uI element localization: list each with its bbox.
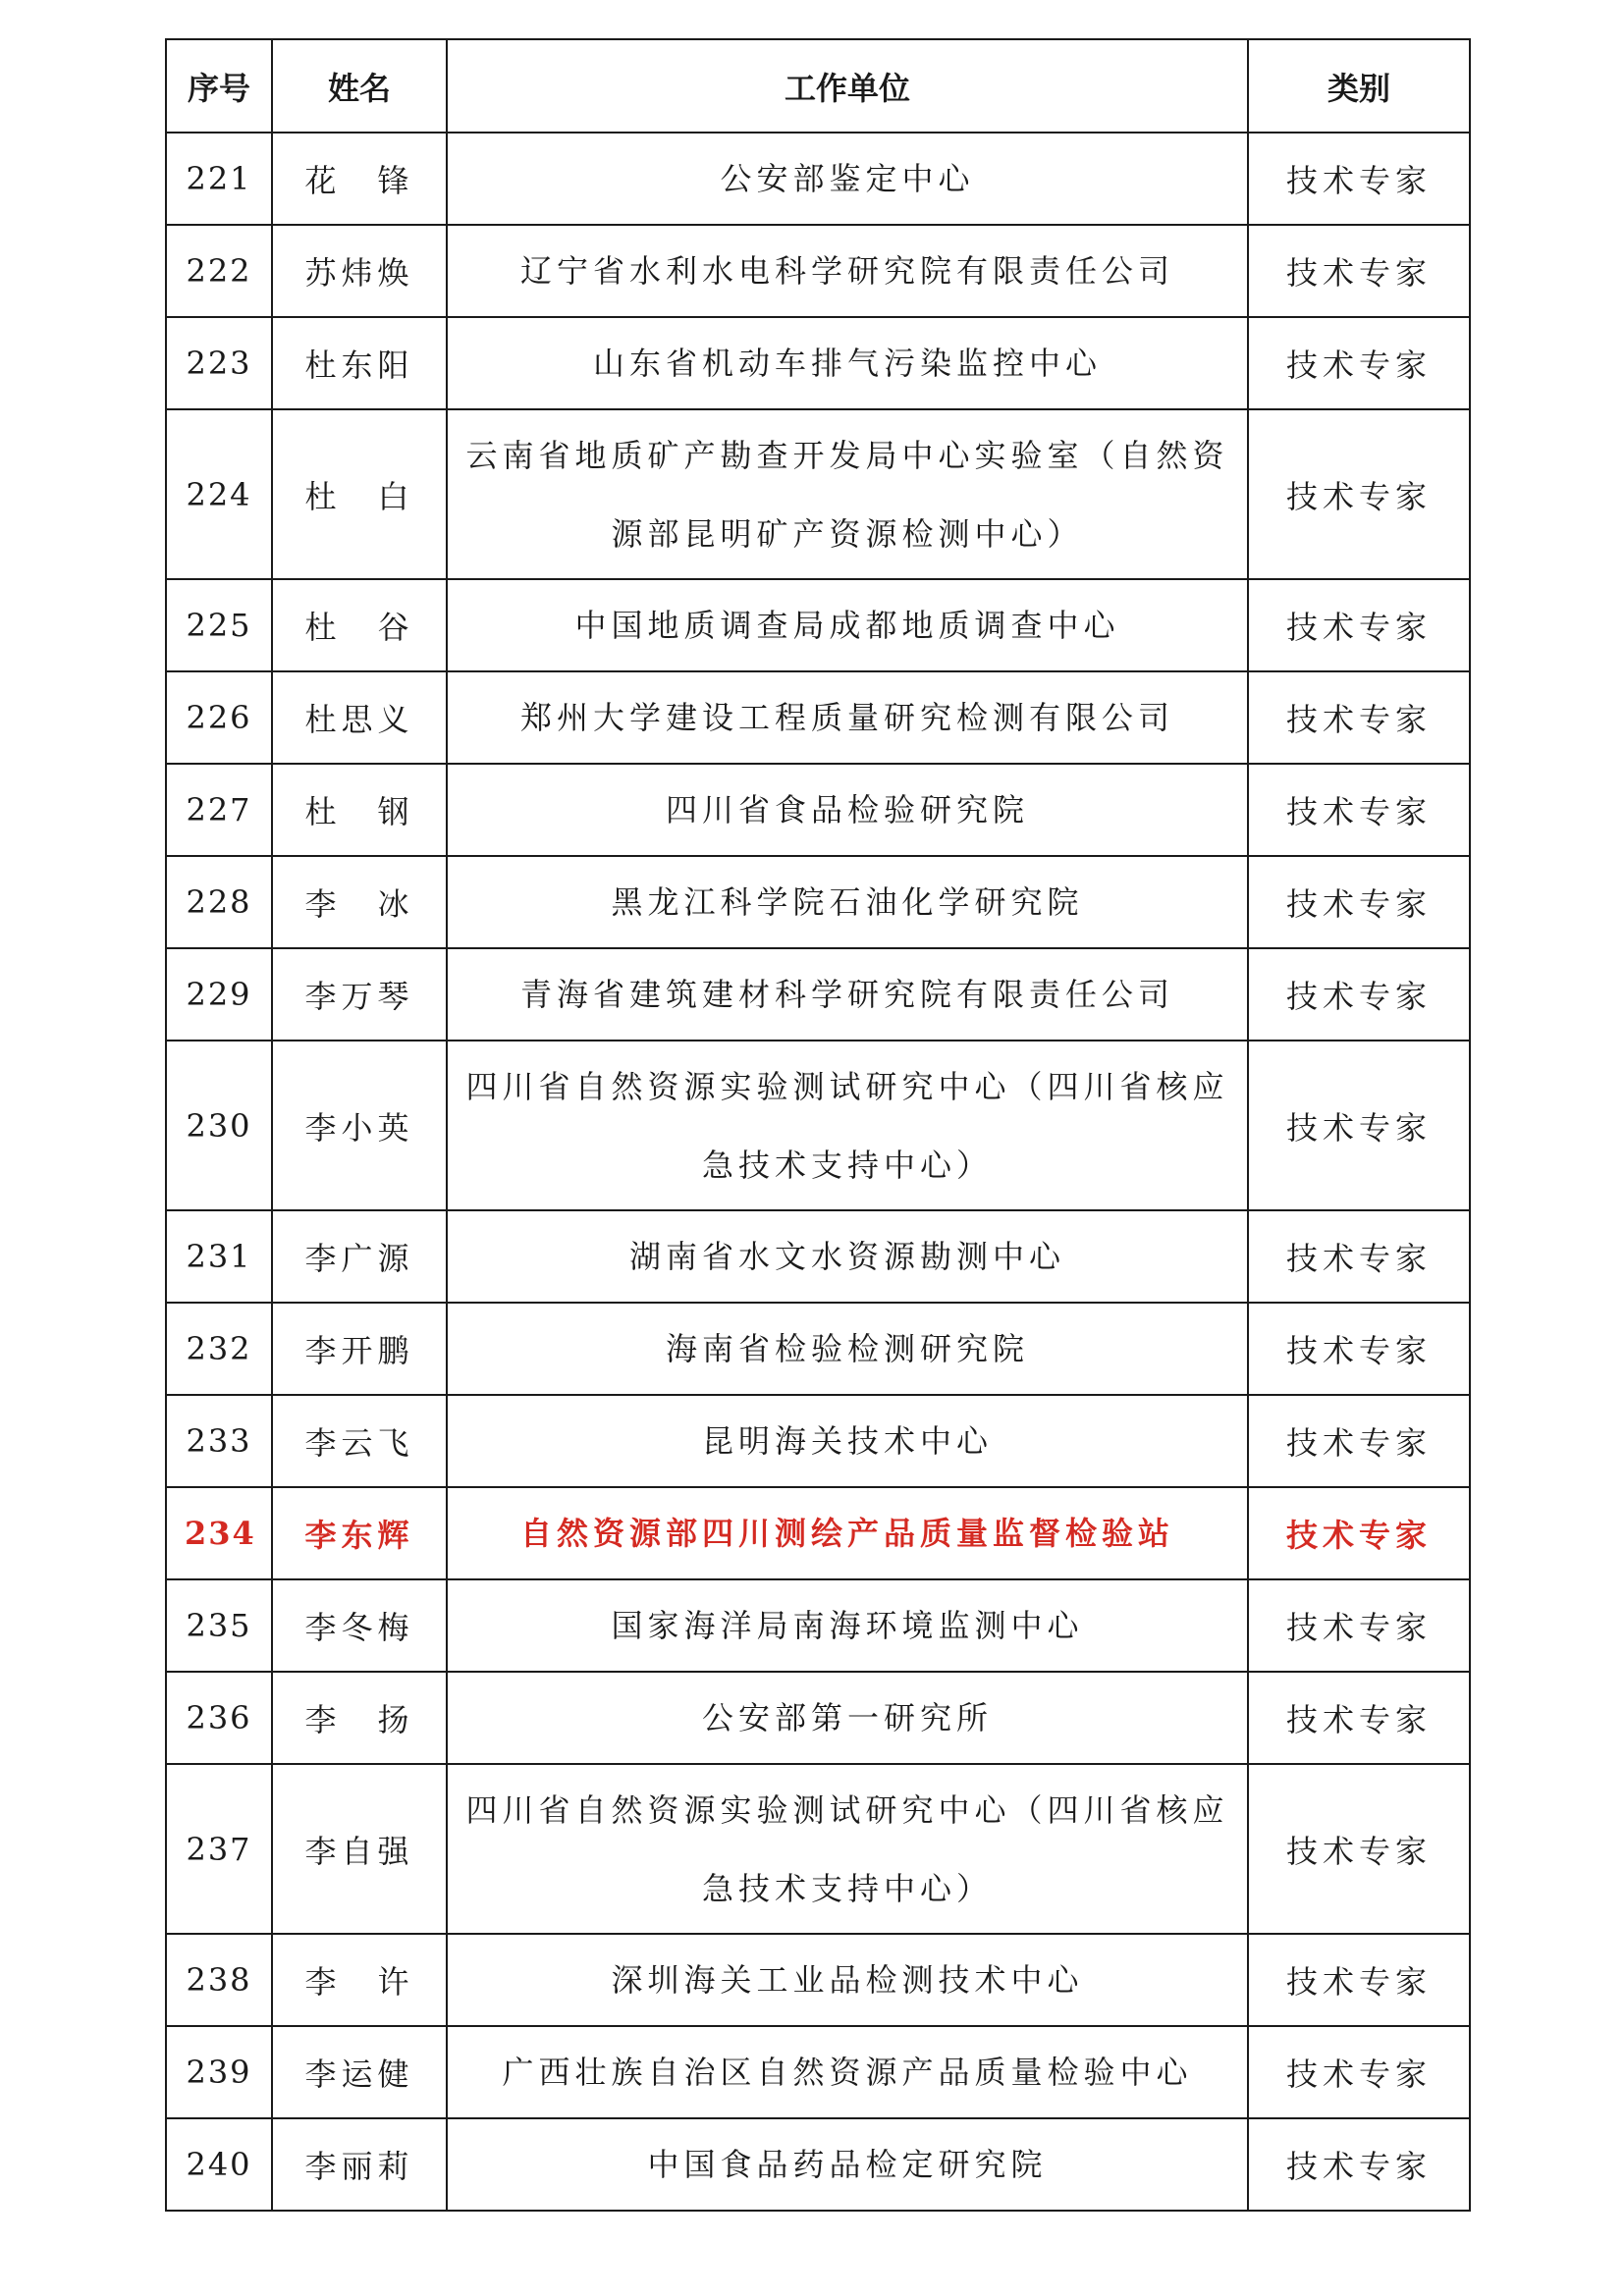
header-index: 序号 xyxy=(166,39,272,133)
row-org: 山东省机动车排气污染监控中心 xyxy=(447,317,1248,409)
row-org: 郑州大学建设工程质量研究检测有限公司 xyxy=(447,671,1248,764)
table-row xyxy=(166,1764,1470,1934)
row-name: 李自强 xyxy=(272,1764,447,1934)
row-name: 李小英 xyxy=(272,1041,447,1210)
row-org: 深圳海关工业品检测技术中心 xyxy=(447,1934,1248,2026)
table-row xyxy=(166,764,1470,856)
row-org: 国家海洋局南海环境监测中心 xyxy=(447,1579,1248,1672)
table-row xyxy=(166,1041,1470,1210)
row-name: 杜东阳 xyxy=(272,317,447,409)
table-row xyxy=(166,1579,1470,1672)
row-org: 广西壮族自治区自然资源产品质量检验中心 xyxy=(447,2026,1248,2118)
row-index: 239 xyxy=(166,2026,272,2118)
row-org: 中国食品药品检定研究院 xyxy=(447,2118,1248,2211)
row-org: 海南省检验检测研究院 xyxy=(447,1303,1248,1395)
row-org: 中国地质调查局成都地质调查中心 xyxy=(447,579,1248,671)
row-name: 李丽莉 xyxy=(272,2118,447,2211)
row-index: 237 xyxy=(166,1764,272,1934)
row-name: 花 锋 xyxy=(272,133,447,225)
row-index: 230 xyxy=(166,1041,272,1210)
row-name: 李开鹏 xyxy=(272,1303,447,1395)
row-org: 四川省自然资源实验测试研究中心（四川省核应急技术支持中心） xyxy=(447,1764,1248,1934)
row-name: 苏炜焕 xyxy=(272,225,447,317)
row-category: 技术专家 xyxy=(1248,2118,1470,2211)
header-org: 工作单位 xyxy=(447,39,1248,133)
header-category: 类别 xyxy=(1248,39,1470,133)
row-name: 李 许 xyxy=(272,1934,447,2026)
row-category: 技术专家 xyxy=(1248,1672,1470,1764)
row-name: 杜 谷 xyxy=(272,579,447,671)
table-row xyxy=(166,579,1470,671)
experts-table xyxy=(165,38,1471,2212)
row-index: 235 xyxy=(166,1579,272,1672)
table-row xyxy=(166,2118,1470,2211)
row-org: 青海省建筑建材科学研究院有限责任公司 xyxy=(447,948,1248,1041)
row-category: 技术专家 xyxy=(1248,225,1470,317)
table-header-row xyxy=(166,39,1470,133)
row-org: 云南省地质矿产勘查开发局中心实验室（自然资源部昆明矿产资源检测中心） xyxy=(447,409,1248,579)
row-index: 221 xyxy=(166,133,272,225)
row-org: 辽宁省水利水电科学研究院有限责任公司 xyxy=(447,225,1248,317)
row-index: 232 xyxy=(166,1303,272,1395)
row-index: 224 xyxy=(166,409,272,579)
row-index: 236 xyxy=(166,1672,272,1764)
table-row xyxy=(166,2026,1470,2118)
row-category: 技术专家 xyxy=(1248,1934,1470,2026)
row-name: 杜 白 xyxy=(272,409,447,579)
row-org: 四川省自然资源实验测试研究中心（四川省核应急技术支持中心） xyxy=(447,1041,1248,1210)
table-row xyxy=(166,1303,1470,1395)
table-row xyxy=(166,856,1470,948)
row-category: 技术专家 xyxy=(1248,671,1470,764)
row-category: 技术专家 xyxy=(1248,856,1470,948)
row-category: 技术专家 xyxy=(1248,1764,1470,1934)
row-org: 四川省食品检验研究院 xyxy=(447,764,1248,856)
row-name: 李广源 xyxy=(272,1210,447,1303)
row-category: 技术专家 xyxy=(1248,1041,1470,1210)
row-category: 技术专家 xyxy=(1248,579,1470,671)
row-index: 231 xyxy=(166,1210,272,1303)
row-category: 技术专家 xyxy=(1248,1395,1470,1487)
table-row xyxy=(166,671,1470,764)
row-category: 技术专家 xyxy=(1248,1303,1470,1395)
row-org: 湖南省水文水资源勘测中心 xyxy=(447,1210,1248,1303)
row-org: 公安部第一研究所 xyxy=(447,1672,1248,1764)
row-category: 技术专家 xyxy=(1248,1579,1470,1672)
row-name: 李冬梅 xyxy=(272,1579,447,1672)
row-name: 李运健 xyxy=(272,2026,447,2118)
row-category: 技术专家 xyxy=(1248,1487,1470,1579)
row-org: 黑龙江科学院石油化学研究院 xyxy=(447,856,1248,948)
table-body xyxy=(166,133,1470,2211)
row-index: 223 xyxy=(166,317,272,409)
row-name: 李云飞 xyxy=(272,1395,447,1487)
row-index: 234 xyxy=(166,1487,272,1579)
row-name: 李东辉 xyxy=(272,1487,447,1579)
row-index: 229 xyxy=(166,948,272,1041)
row-index: 238 xyxy=(166,1934,272,2026)
row-category: 技术专家 xyxy=(1248,1210,1470,1303)
row-index: 227 xyxy=(166,764,272,856)
table-row xyxy=(166,409,1470,579)
row-category: 技术专家 xyxy=(1248,2026,1470,2118)
table-row xyxy=(166,948,1470,1041)
row-name: 李 冰 xyxy=(272,856,447,948)
row-index: 240 xyxy=(166,2118,272,2211)
table-row xyxy=(166,133,1470,225)
table-row xyxy=(166,1934,1470,2026)
row-index: 233 xyxy=(166,1395,272,1487)
row-org: 公安部鉴定中心 xyxy=(447,133,1248,225)
row-org: 自然资源部四川测绘产品质量监督检验站 xyxy=(447,1487,1248,1579)
row-category: 技术专家 xyxy=(1248,764,1470,856)
row-name: 李万琴 xyxy=(272,948,447,1041)
table-row xyxy=(166,225,1470,317)
row-category: 技术专家 xyxy=(1248,409,1470,579)
row-index: 222 xyxy=(166,225,272,317)
table-row xyxy=(166,1210,1470,1303)
row-index: 225 xyxy=(166,579,272,671)
row-category: 技术专家 xyxy=(1248,317,1470,409)
highlighted-table-row xyxy=(166,1487,1470,1579)
header-name: 姓名 xyxy=(272,39,447,133)
row-category: 技术专家 xyxy=(1248,948,1470,1041)
row-category: 技术专家 xyxy=(1248,133,1470,225)
table-row xyxy=(166,1395,1470,1487)
row-org: 昆明海关技术中心 xyxy=(447,1395,1248,1487)
table-row xyxy=(166,1672,1470,1764)
row-name: 杜 钢 xyxy=(272,764,447,856)
table-row xyxy=(166,317,1470,409)
row-index: 228 xyxy=(166,856,272,948)
row-name: 李 扬 xyxy=(272,1672,447,1764)
row-index: 226 xyxy=(166,671,272,764)
row-name: 杜思义 xyxy=(272,671,447,764)
